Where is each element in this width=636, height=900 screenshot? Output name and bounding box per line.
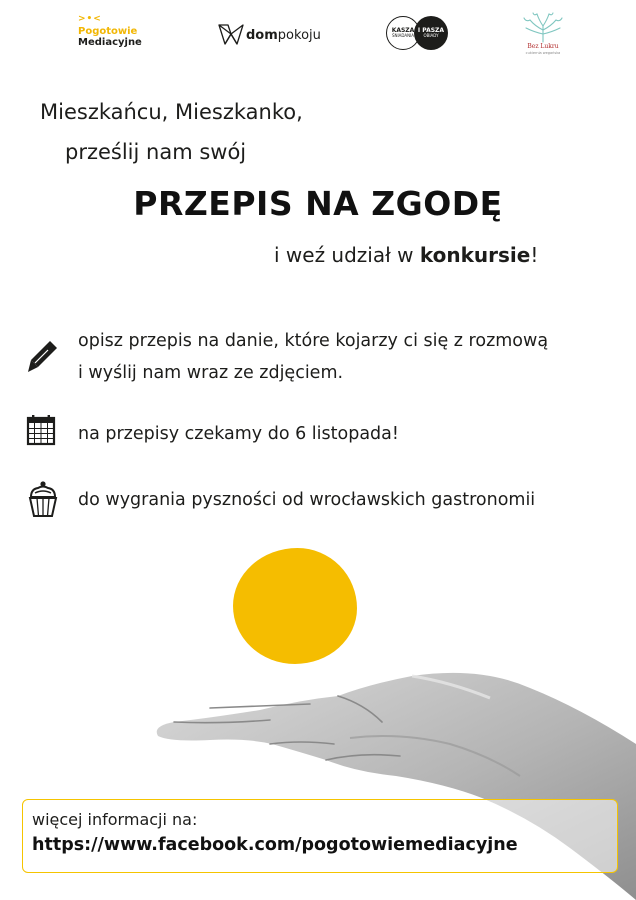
logo-kasza-pasza <box>386 16 448 52</box>
contest-word: konkursie <box>419 243 531 267</box>
bullet-1-line1: opisz przepis na danie, które kojarzy ci się z rozmową <box>78 331 549 351</box>
logo-pogotowie-line1: Pogotowie <box>78 26 138 37</box>
headline-line3: i weź udział w konkursie! <box>274 243 539 267</box>
logo-bez-lukru-tagline: cukiernia wegańska <box>525 51 561 55</box>
yellow-sun-shape <box>233 548 357 664</box>
logo-kasza-circle: KASZA ŚNIADANIA <box>386 16 420 50</box>
bullet-3-line1: do wygrania pyszności od wrocławskich gastronomii <box>78 490 536 510</box>
tree-icon <box>522 12 564 44</box>
bullet-1-line2: i wyślij nam wraz ze zdjęciem. <box>78 363 344 383</box>
logo-bez-lukru <box>522 12 564 58</box>
facebook-link[interactable]: https://www.facebook.com/pogotowiemediacyjne <box>32 835 518 855</box>
logo-pogotowie-line2: Mediacyjne <box>78 37 142 48</box>
arrows-icon: >•< <box>78 14 102 24</box>
logo-dompokoju-text: dompokoju <box>246 28 321 43</box>
info-label: więcej informacji na: <box>32 810 198 829</box>
logo-dompokoju <box>218 22 328 50</box>
headline-line1: Mieszkańcu, Mieszkanko, <box>40 100 303 124</box>
cupcake-icon <box>26 480 60 516</box>
bullet-2-line1: na przepisy czekamy do 6 listopada! <box>78 424 399 444</box>
logo-pasza-circle: I PASZA OBIADY <box>414 16 448 50</box>
pen-icon <box>26 338 60 374</box>
logo-pogotowie-mediacyjne <box>78 14 150 50</box>
headline-line2: prześlij nam swój <box>65 140 247 164</box>
logo-bez-lukru-name: Bez Lukru <box>527 43 559 50</box>
calendar-icon <box>26 414 60 450</box>
origami-bird-icon <box>218 22 244 46</box>
headline-title: PRZEPIS NA ZGODĘ <box>133 184 503 223</box>
